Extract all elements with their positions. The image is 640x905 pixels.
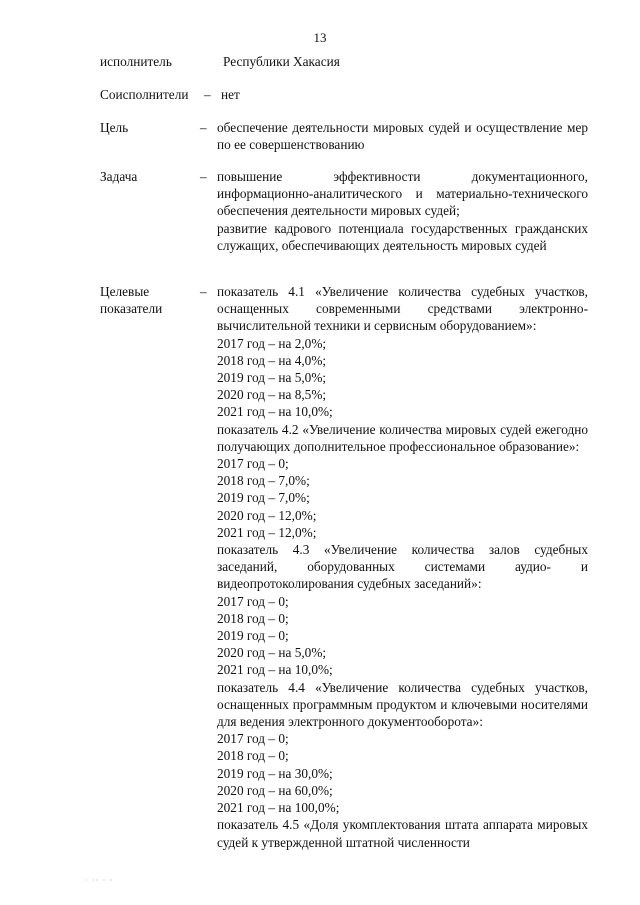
indicator-year: 2020 год – 12,0%;: [217, 507, 317, 523]
indicator-year: 2021 год – на 100,0%;: [217, 800, 340, 816]
coexecutors-value: нет: [221, 87, 240, 102]
indicator-year: 2018 год – на 4,0%;: [217, 352, 327, 368]
indicator-title: показатель 4.5 «Доля укомплектования штата аппарата мировых судей к утвержденной штатной численности: [217, 817, 588, 850]
indicator-year: 2017 год – 0;: [217, 456, 289, 472]
indicator-year: 2020 год – на 5,0%;: [217, 645, 327, 661]
goal-label: Цель: [100, 120, 129, 135]
indicator-year: 2020 год – на 60,0%;: [217, 782, 333, 798]
indicator-year: 2019 год – на 5,0%;: [217, 370, 327, 386]
indicator-year: 2017 год – 0;: [217, 731, 289, 747]
task-dash: –: [200, 169, 207, 184]
targets-content: [217, 283, 588, 851]
indicator-year: 2017 год – 0;: [217, 593, 289, 609]
indicator-year: 2019 год – на 30,0%;: [217, 765, 333, 781]
targets-label: [100, 283, 205, 317]
indicator-year: 2017 год – на 2,0%;: [217, 335, 327, 351]
indicator-title: показатель 4.4 «Увеличение количества судебных участков, оснащенных программным продуктом и ключевыми носителями для ведения электронного документооборота»:: [217, 679, 588, 730]
coexecutors-dash: –: [204, 87, 211, 102]
indicator-title: показатель 4.1 «Увеличение количества судебных участков, оснащенных современными средствами электронно-вычислительной техники и сервисным оборудованием»:: [217, 284, 588, 334]
indicator-year: 2019 год – 7,0%;: [217, 490, 310, 506]
executor-label: исполнитель: [100, 54, 172, 69]
task-item: развитие кадрового потенциала государственных гражданских служащих, обеспечивающих деятельность мировых судей: [217, 220, 588, 253]
indicator-title: показатель 4.2 «Увеличение количества мировых судей ежегодно получающих дополнительное профессиональное образование»:: [217, 421, 588, 454]
goal-dash: –: [200, 120, 207, 135]
indicator-year: 2021 год – на 10,0%;: [217, 404, 333, 420]
indicator-year: 2019 год – 0;: [217, 628, 289, 644]
targets-label-line: показатели: [100, 301, 163, 317]
page-number: 13: [313, 30, 327, 45]
indicator-year: 2020 год – на 8,5%;: [217, 387, 327, 403]
indicator-year: 2018 год – 0;: [217, 610, 289, 626]
targets-label-line: Целевые: [100, 284, 150, 299]
coexecutors-label: Соисполнители: [100, 87, 189, 102]
task-item: повышение эффективности документационного, информационно-аналитического и материально-технического обеспечения деятельности мировых судей;: [217, 169, 588, 219]
indicator-year: 2021 год – 12,0%;: [217, 524, 317, 540]
indicator-year: 2021 год – на 10,0%;: [217, 662, 333, 678]
scan-artifact-mark: · ·· · ·: [85, 876, 114, 885]
indicator-year: 2018 год – 0;: [217, 748, 289, 764]
indicator-title: показатель 4.3 «Увеличение количества залов судебных заседаний, оборудованных системами аудио- и видеопротоколирования судебных заседаний»:: [217, 542, 588, 592]
task-label: Задача: [100, 169, 138, 184]
targets-dash: –: [200, 284, 207, 299]
executor-value: Республики Хакасия: [223, 54, 340, 69]
indicator-year: 2018 год – 7,0%;: [217, 473, 310, 489]
task-content: [217, 168, 588, 254]
goal-text: обеспечение деятельности мировых судей и осуществление мер по ее совершенствованию: [217, 120, 588, 153]
